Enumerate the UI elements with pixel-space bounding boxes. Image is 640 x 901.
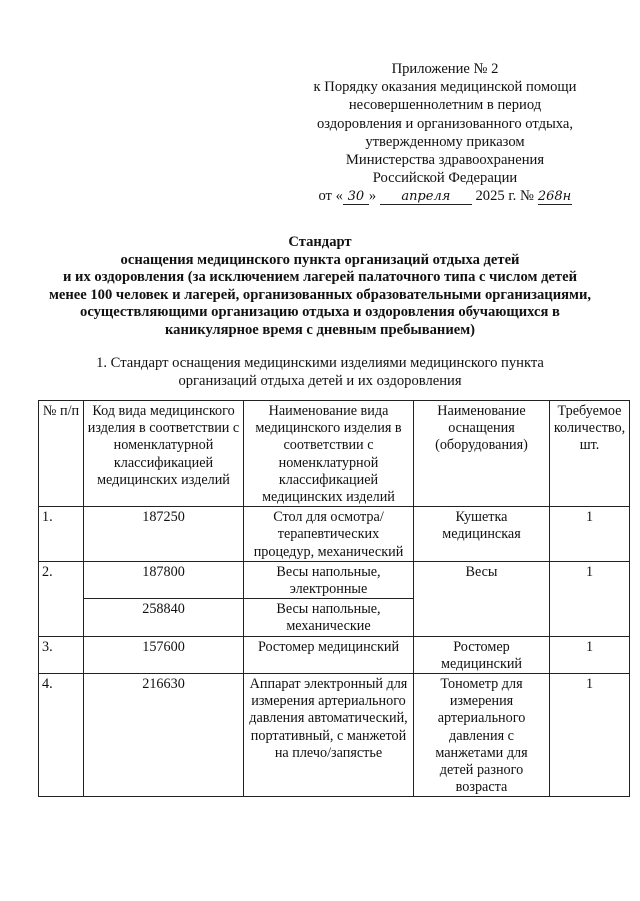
title-line: каникулярное время с дневным пребыванием) [164, 321, 476, 338]
appendix-line: оздоровления и организованного отдыха, [316, 115, 574, 132]
appendix-line: Российской Федерации [372, 170, 518, 187]
appendix-line: несовершеннолетним в период [348, 97, 542, 114]
cell-name: Весы напольные, механические [244, 599, 414, 636]
title-line: менее 100 человек и лагерей, организованных образовательными организациями, [48, 286, 592, 303]
date-prefix: от « [318, 188, 343, 205]
appendix-line: утвержденному приказом [365, 133, 525, 150]
appendix-block [300, 60, 590, 206]
section-line: организаций отдыха детей и их оздоровления [178, 372, 462, 389]
date-sep: » [368, 188, 377, 205]
standard-title [0, 234, 640, 340]
header-code: Код вида медицинского изделия в соответствии с номенклатурной классификацией медицинских изделий [84, 401, 244, 507]
date-year: 2025 г. № [475, 188, 534, 205]
cell-equipment: Кушетка медицинская [414, 507, 550, 562]
cell-code: 187800 [84, 561, 244, 598]
cell-code: 216630 [84, 674, 244, 797]
order-date-line [300, 187, 590, 205]
cell-equipment: Ростомер медицинский [414, 636, 550, 673]
header-num: № п/п [39, 401, 84, 507]
title-line: осуществляющими организацию отдыха и оздоровления обучающихся в [80, 304, 560, 321]
section-heading [0, 355, 640, 390]
cell-num: 2. [39, 561, 84, 636]
table-row [39, 636, 630, 673]
header-equipment: Наименование оснащения (оборудования) [414, 401, 550, 507]
cell-equipment: Тонометр для измерения артериального давления с манжетами для детей разного возраста [414, 674, 550, 797]
header-name: Наименование вида медицинского изделия в соответствии с номенклатурной классификацией медицинских изделий [244, 401, 414, 507]
cell-qty: 1 [550, 636, 630, 673]
cell-name: Стол для осмотра/ терапевтических процедур, механический [244, 507, 414, 562]
title-line: и их оздоровления (за исключением лагерей палаточного типа с числом детей [62, 269, 577, 286]
cell-name: Весы напольные, электронные [244, 561, 414, 598]
cell-code: 157600 [84, 636, 244, 673]
cell-qty: 1 [550, 561, 630, 636]
cell-code: 187250 [84, 507, 244, 562]
appendix-line: Министерства здравоохранения [345, 152, 545, 169]
order-number: 268н [537, 189, 572, 205]
table-row [39, 561, 630, 598]
table-row [39, 507, 630, 562]
cell-num: 1. [39, 507, 84, 562]
title-line: оснащения медицинского пункта организаций отдыха детей [120, 251, 520, 268]
header-qty: Требуемое количество, шт. [550, 401, 630, 507]
cell-equipment: Весы [414, 561, 550, 636]
cell-num: 4. [39, 674, 84, 797]
date-day: 30 [343, 189, 369, 205]
equipment-table [38, 400, 630, 797]
cell-qty: 1 [550, 507, 630, 562]
appendix-line: Приложение № 2 [391, 61, 499, 77]
cell-qty: 1 [550, 674, 630, 797]
cell-name: Ростомер медицинский [244, 636, 414, 673]
section-line: 1. Стандарт оснащения медицинскими изделиями медицинского пункта [96, 355, 544, 371]
title-heading: Стандарт [288, 234, 352, 250]
cell-code: 258840 [84, 599, 244, 636]
cell-num: 3. [39, 636, 84, 673]
date-month: апреля [380, 189, 472, 205]
appendix-line: к Порядку оказания медицинской помощи [313, 79, 577, 96]
table-row [39, 674, 630, 797]
table-header-row [39, 401, 630, 507]
cell-name: Аппарат электронный для измерения артериального давления автоматический, портативный, с манжетой на плечо/запястье [244, 674, 414, 797]
